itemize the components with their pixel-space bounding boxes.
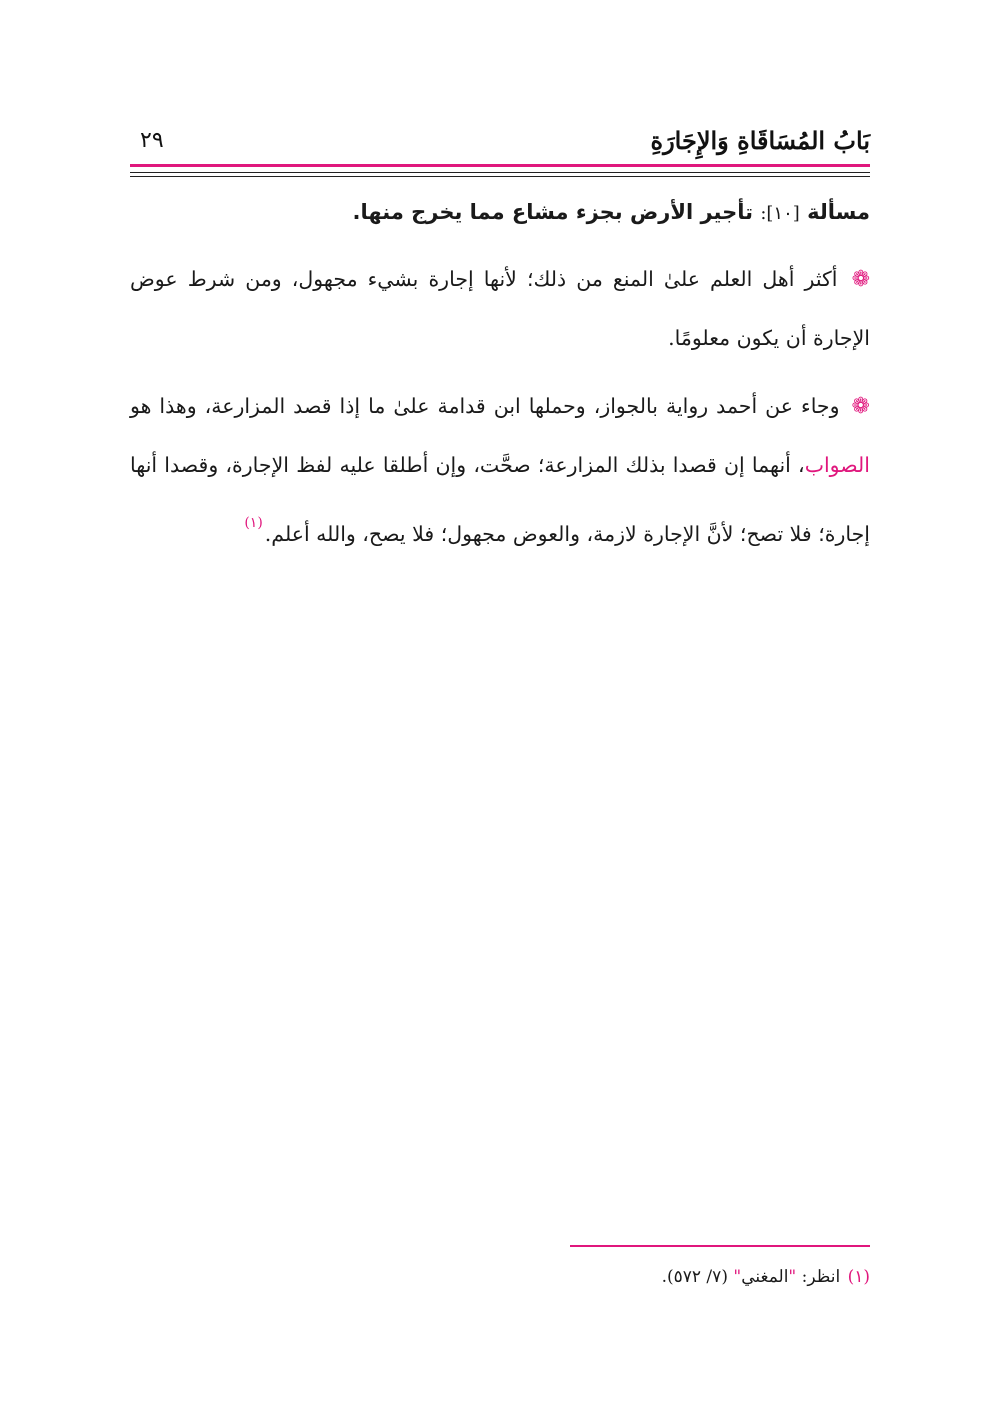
footnote-separator [570,1245,870,1247]
issue-number: [١٠]: [760,203,800,224]
footnote-open-quote: " [788,1267,797,1287]
header-rule-thin [130,172,870,173]
page-header [130,122,870,162]
footnote-book-title: المغني [741,1267,789,1287]
paragraph-text-after: ، أنهما إن قصدا بذلك المزارعة؛ صحَّت، وإن أطلقا عليه لفظ الإجارة، وقصدا أنها إجارة؛ فلا تصح؛ لأنَّ الإجارة لازمة، والعوض مجهول؛ فلا يصح، والله أعلم. [130,453,870,546]
footnote-reference-text: (٧/ ٥٧٢). [661,1267,728,1287]
paragraph-majority-opinion [130,250,870,367]
page-number: ٢٩ [140,128,164,153]
flower-ornament-icon: ❁ [851,394,870,419]
main-text [130,190,870,573]
issue-title: تأجير الأرض بجزء مشاع مما يخرج منها. [352,200,754,224]
footnote-number: (١) [847,1267,870,1287]
footnote-prefix: انظر: [801,1267,841,1287]
footnote-close-quote: " [733,1267,742,1287]
paragraph-text-before: وجاء عن أحمد رواية بالجواز، وحملها ابن قدامة علىٰ ما إذا قصد المزارعة، وهذا هو [130,394,840,418]
highlighted-word: الصواب [804,453,870,477]
header-rule-accent [130,164,870,167]
footnote [130,1262,870,1292]
flower-ornament-icon: ❁ [851,267,870,292]
issue-label: مسألة [807,200,870,224]
paragraph-text: أكثر أهل العلم علىٰ المنع من ذلك؛ لأنها إجارة بشيء مجهول، ومن شرط عوض الإجارة أن يكون معلومًا. [130,267,870,350]
paragraph-ahmad-narration [130,377,870,563]
header-rule-thin-second [130,176,870,177]
issue-heading [130,190,870,236]
running-title: بَابُ المُسَاقَاةِ وَالإِجَارَةِ [650,126,870,155]
footnote-reference[interactable]: (١) [244,515,263,531]
